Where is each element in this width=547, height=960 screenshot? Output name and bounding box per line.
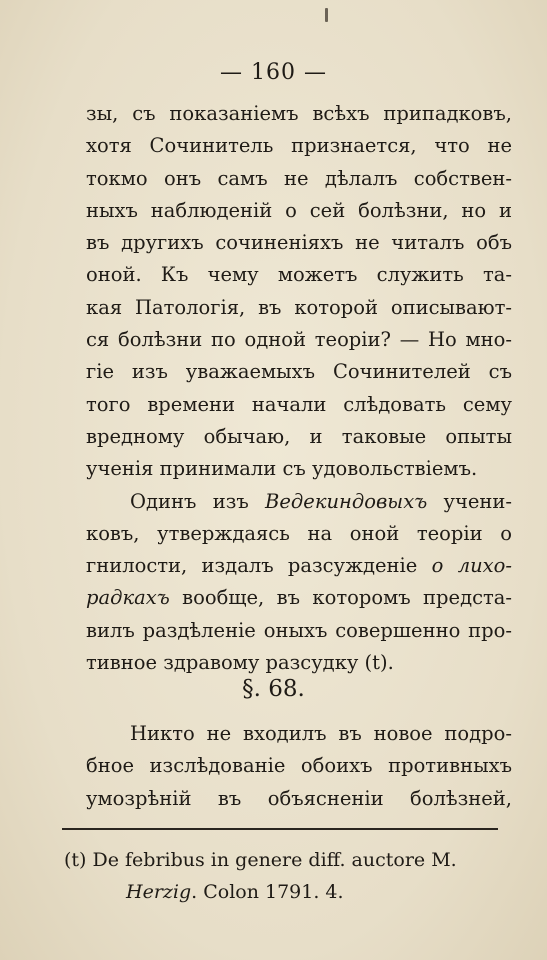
text-line: умозрѣній въ объясненіи болѣзней, [86, 786, 512, 810]
italic-name: Ведекиндовыхъ [265, 489, 428, 513]
text-line [86, 486, 512, 518]
section-heading: §. 68. [242, 676, 305, 702]
italic-author: Herzig [126, 881, 192, 903]
text-segment: гнилости, издалъ разсужденіе [86, 554, 432, 578]
text-line: вилъ раздѣленіе оныхъ совершенно про- [86, 618, 512, 642]
text-line: токмо онъ самъ не дѣлалъ собствен- [86, 166, 512, 190]
text-line: ученія принимали съ удовольствіемъ. [86, 457, 478, 481]
italic-title: радкахъ [86, 586, 170, 610]
text-line: Никто не входилъ въ новое подро- [130, 722, 512, 745]
footnote [64, 844, 504, 908]
text-line: бное изслѣдованіе обоихъ противныхъ [86, 754, 512, 778]
text-line: ся болѣзни по одной теоріи? — Но мно- [86, 328, 512, 352]
text-line: въ другихъ сочиненіяхъ не читалъ объ [86, 231, 512, 255]
text-line: оной. Къ чему можетъ служить та- [86, 263, 512, 287]
italic-title: о лихо- [431, 554, 512, 578]
page-number: — 160 — [220, 60, 327, 85]
binding-mark [325, 8, 328, 22]
text-line: кая Патологія, въ которой описывают- [86, 295, 512, 319]
footnote-line [64, 876, 504, 908]
text-line: гіе изъ уважаемыхъ Сочинителей съ [86, 360, 512, 384]
text-line: вредному обычаю, и таковые опыты [86, 424, 512, 448]
text-line: тивное здравому разсудку (t). [86, 651, 394, 675]
footnote-line: (t) De febribus in genere diff. auctore M. [64, 849, 457, 871]
text-line: ковъ, утверждаясь на оной теоріи о [86, 521, 512, 545]
text-segment: учени- [427, 489, 512, 513]
text-line: зы, съ показаніемъ всѣхъ припадковъ, [86, 102, 512, 125]
text-line: того времени начали слѣдовать сему [86, 392, 512, 416]
text-line [86, 550, 512, 582]
main-text [86, 98, 512, 679]
footnote-divider [62, 828, 498, 830]
text-segment: вообще, въ которомъ предста- [169, 586, 512, 610]
main-text-continued [86, 718, 512, 815]
text-segment: Одинъ изъ [130, 489, 266, 513]
text-line: хотя Сочинитель признается, что не [86, 134, 512, 158]
text-line: ныхъ наблюденій о сей болѣзни, но и [86, 198, 512, 222]
text-line [86, 582, 512, 614]
text-segment: . Colon 1791. 4. [191, 881, 344, 903]
